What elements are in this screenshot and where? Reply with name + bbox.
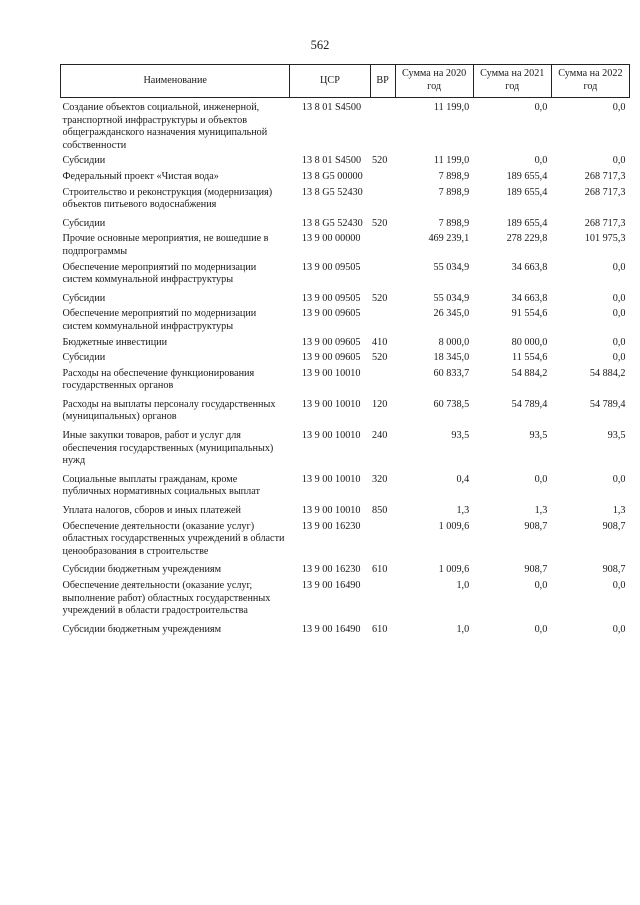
table-row bbox=[61, 580, 630, 624]
row-name: Уплата налогов, сборов и иных платежей bbox=[62, 505, 241, 517]
row-sum-2020: 8 000,0 bbox=[438, 336, 470, 348]
row-sum-2020: 60 738,5 bbox=[433, 398, 470, 410]
header-name: Наименование bbox=[61, 65, 290, 98]
row-vr: 610 bbox=[372, 623, 388, 635]
row-csr: 13 9 00 16230 bbox=[301, 564, 361, 576]
row-sum-2020: 469 239,1 bbox=[428, 233, 470, 245]
row-vr bbox=[370, 308, 395, 336]
row-csr: 13 8 G5 52430 bbox=[301, 186, 363, 198]
table-row bbox=[61, 430, 630, 474]
row-sum-2021: 0,0 bbox=[534, 155, 548, 167]
row-sum-2022: 54 884,2 bbox=[589, 367, 626, 379]
table-row bbox=[61, 564, 630, 580]
table-row bbox=[61, 368, 630, 399]
row-vr bbox=[370, 98, 395, 156]
row-sum-2020: 55 034,9 bbox=[433, 292, 470, 304]
row-sum-2021: 93,5 bbox=[529, 430, 548, 442]
row-sum-2021: 80 000,0 bbox=[511, 336, 548, 348]
row-name: Расходы на обеспечение функционирования государственных органов bbox=[62, 367, 255, 392]
table-row bbox=[61, 474, 630, 505]
row-vr bbox=[370, 233, 395, 261]
row-sum-2021: 189 655,4 bbox=[506, 217, 548, 229]
row-sum-2022: 0,0 bbox=[612, 473, 626, 485]
row-sum-2020: 7 898,9 bbox=[438, 170, 470, 182]
row-vr: 610 bbox=[372, 564, 388, 576]
table-row bbox=[61, 337, 630, 353]
table-row bbox=[61, 171, 630, 187]
row-vr bbox=[370, 580, 395, 624]
row-csr: 13 9 00 00000 bbox=[301, 233, 361, 245]
row-name: Создание объектов социальной, инженерной, транспортной инфраструктуры и объектов общегражданского назначения муниципальной собственности bbox=[62, 102, 268, 151]
header-vr: ВР bbox=[370, 65, 395, 98]
row-csr: 13 9 00 09505 bbox=[301, 292, 361, 304]
row-name: Субсидии bbox=[62, 352, 106, 364]
row-vr: 520 bbox=[372, 292, 388, 304]
row-name: Субсидии bbox=[62, 155, 106, 167]
row-sum-2022: 908,7 bbox=[602, 520, 626, 532]
row-vr: 520 bbox=[372, 217, 388, 229]
row-sum-2020: 18 345,0 bbox=[433, 352, 470, 364]
table-row bbox=[61, 187, 630, 218]
row-sum-2020: 11 199,0 bbox=[433, 155, 470, 167]
row-sum-2021: 0,0 bbox=[534, 580, 548, 591]
table-row bbox=[61, 521, 630, 565]
row-name: Обеспечение мероприятий по модернизации систем коммунальной инфраструктуры bbox=[62, 308, 257, 332]
row-name: Обеспечение мероприятий по модернизации систем коммунальной инфраструктуры bbox=[62, 261, 257, 286]
row-sum-2021: 278 229,8 bbox=[506, 233, 548, 245]
row-sum-2020: 1 009,6 bbox=[438, 564, 470, 576]
row-sum-2021: 0,0 bbox=[534, 623, 548, 635]
row-sum-2020: 7 898,9 bbox=[438, 186, 470, 198]
row-vr bbox=[370, 368, 395, 399]
row-sum-2021: 908,7 bbox=[524, 564, 548, 576]
row-sum-2022: 0,0 bbox=[612, 292, 626, 304]
row-sum-2021: 54 789,4 bbox=[511, 398, 548, 410]
row-sum-2021: 189 655,4 bbox=[506, 170, 548, 182]
row-name: Субсидии bbox=[62, 217, 106, 229]
row-csr: 13 9 00 16490 bbox=[301, 623, 361, 635]
row-sum-2020: 1,0 bbox=[456, 623, 470, 635]
row-sum-2021: 908,7 bbox=[524, 520, 548, 532]
row-sum-2022: 0,0 bbox=[612, 352, 626, 364]
row-name: Социальные выплаты гражданам, кроме публичных нормативных социальных выплат bbox=[62, 473, 260, 498]
row-sum-2020: 26 345,0 bbox=[433, 308, 470, 320]
row-sum-2022: 908,7 bbox=[602, 564, 626, 576]
row-sum-2022: 54 789,4 bbox=[589, 398, 626, 410]
row-vr bbox=[370, 187, 395, 218]
row-sum-2020: 55 034,9 bbox=[433, 261, 470, 273]
header-2021: Сумма на 2021 год bbox=[473, 65, 551, 98]
row-name: Субсидии бюджетным учреждениям bbox=[62, 564, 222, 576]
row-csr: 13 8 G5 52430 bbox=[301, 217, 363, 229]
header-2022: Сумма на 2022 год bbox=[551, 65, 629, 98]
row-csr: 13 9 00 09605 bbox=[301, 336, 361, 348]
table-row bbox=[61, 308, 630, 336]
row-sum-2022: 93,5 bbox=[607, 430, 626, 442]
row-name: Бюджетные инвестиции bbox=[62, 336, 168, 348]
row-vr: 320 bbox=[372, 473, 388, 485]
row-sum-2020: 60 833,7 bbox=[433, 367, 470, 379]
row-sum-2022: 101 975,3 bbox=[584, 233, 626, 245]
table-row bbox=[61, 624, 630, 640]
row-sum-2022: 0,0 bbox=[612, 155, 626, 167]
header-csr: ЦСР bbox=[290, 65, 370, 98]
table-row bbox=[61, 505, 630, 521]
page-number: 562 bbox=[310, 38, 330, 52]
row-sum-2022: 0,0 bbox=[612, 261, 626, 273]
table-row bbox=[61, 98, 630, 156]
row-sum-2021: 189 655,4 bbox=[506, 186, 548, 198]
row-name: Строительство и реконструкция (модернизация) объектов питьевого водоснабжения bbox=[62, 186, 273, 211]
table-row bbox=[61, 293, 630, 309]
row-vr: 850 bbox=[372, 505, 388, 517]
row-csr: 13 9 00 16490 bbox=[301, 580, 361, 591]
table-row bbox=[61, 352, 630, 368]
row-sum-2021: 11 554,6 bbox=[512, 352, 548, 364]
row-csr: 13 9 00 10010 bbox=[301, 398, 361, 410]
row-sum-2020: 11 199,0 bbox=[433, 102, 470, 113]
row-sum-2021: 34 663,8 bbox=[511, 261, 548, 273]
row-csr: 13 9 00 10010 bbox=[301, 473, 361, 485]
row-sum-2022: 1,3 bbox=[612, 505, 626, 517]
row-csr: 13 8 01 S4500 bbox=[301, 155, 362, 167]
table-header bbox=[61, 65, 630, 98]
row-vr: 240 bbox=[372, 430, 388, 442]
row-sum-2022: 0,0 bbox=[612, 580, 626, 591]
row-sum-2022: 0,0 bbox=[612, 308, 626, 320]
row-sum-2020: 93,5 bbox=[451, 430, 470, 442]
row-sum-2021: 0,0 bbox=[534, 102, 548, 113]
row-name: Расходы на выплаты персоналу государственных (муниципальных) органов bbox=[62, 398, 276, 423]
row-sum-2021: 34 663,8 bbox=[511, 292, 548, 304]
row-csr: 13 9 00 09505 bbox=[301, 261, 361, 273]
row-sum-2021: 1,3 bbox=[534, 505, 548, 517]
row-vr: 410 bbox=[372, 336, 388, 348]
row-csr: 13 8 G5 00000 bbox=[301, 170, 363, 182]
row-name: Обеспечение деятельности (оказание услуг, выполнение работ) областных государственных учреждений в области градостроительства bbox=[62, 580, 271, 617]
table-row bbox=[61, 399, 630, 430]
row-sum-2020: 7 898,9 bbox=[438, 217, 470, 229]
row-name: Субсидии bbox=[62, 292, 106, 304]
row-vr: 520 bbox=[372, 155, 388, 167]
row-sum-2022: 268 717,3 bbox=[584, 170, 626, 182]
row-csr: 13 9 00 16230 bbox=[301, 520, 361, 532]
header-2020: Сумма на 2020 год bbox=[395, 65, 473, 98]
row-sum-2022: 268 717,3 bbox=[584, 186, 626, 198]
row-name: Федеральный проект «Чистая вода» bbox=[62, 170, 219, 182]
row-name: Прочие основные мероприятия, не вошедшие в подпрограммы bbox=[62, 233, 269, 257]
row-csr: 13 9 00 10010 bbox=[301, 505, 361, 517]
row-sum-2020: 1 009,6 bbox=[438, 520, 470, 532]
row-vr bbox=[370, 171, 395, 187]
budget-table bbox=[60, 64, 630, 639]
row-csr: 13 9 00 09605 bbox=[301, 308, 361, 320]
row-sum-2022: 0,0 bbox=[612, 102, 626, 113]
row-sum-2020: 1,3 bbox=[456, 505, 470, 517]
row-name: Субсидии бюджетным учреждениям bbox=[62, 623, 222, 635]
row-name: Обеспечение деятельности (оказание услуг) областных государственных учреждений в области ценообразования в строительстве bbox=[62, 520, 285, 557]
row-vr: 520 bbox=[372, 352, 388, 364]
row-sum-2021: 91 554,6 bbox=[511, 308, 548, 320]
row-sum-2022: 268 717,3 bbox=[584, 217, 626, 229]
table-body bbox=[61, 98, 630, 640]
row-name: Иные закупки товаров, работ и услуг для обеспечения государственных (муниципальных) нужд bbox=[62, 430, 274, 467]
row-csr: 13 9 00 10010 bbox=[301, 367, 361, 379]
row-vr bbox=[370, 262, 395, 293]
table-row bbox=[61, 233, 630, 261]
row-sum-2021: 0,0 bbox=[534, 473, 548, 485]
row-vr bbox=[370, 521, 395, 565]
table-row bbox=[61, 155, 630, 171]
row-sum-2020: 1,0 bbox=[456, 580, 470, 591]
table-row bbox=[61, 262, 630, 293]
row-sum-2022: 0,0 bbox=[612, 623, 626, 635]
row-vr: 120 bbox=[372, 398, 388, 410]
row-csr: 13 9 00 09605 bbox=[301, 352, 361, 364]
row-sum-2022: 0,0 bbox=[612, 336, 626, 348]
row-sum-2021: 54 884,2 bbox=[511, 367, 548, 379]
row-csr: 13 8 01 S4500 bbox=[301, 102, 362, 113]
row-sum-2020: 0,4 bbox=[456, 473, 470, 485]
table-row bbox=[61, 218, 630, 234]
row-csr: 13 9 00 10010 bbox=[301, 430, 361, 442]
